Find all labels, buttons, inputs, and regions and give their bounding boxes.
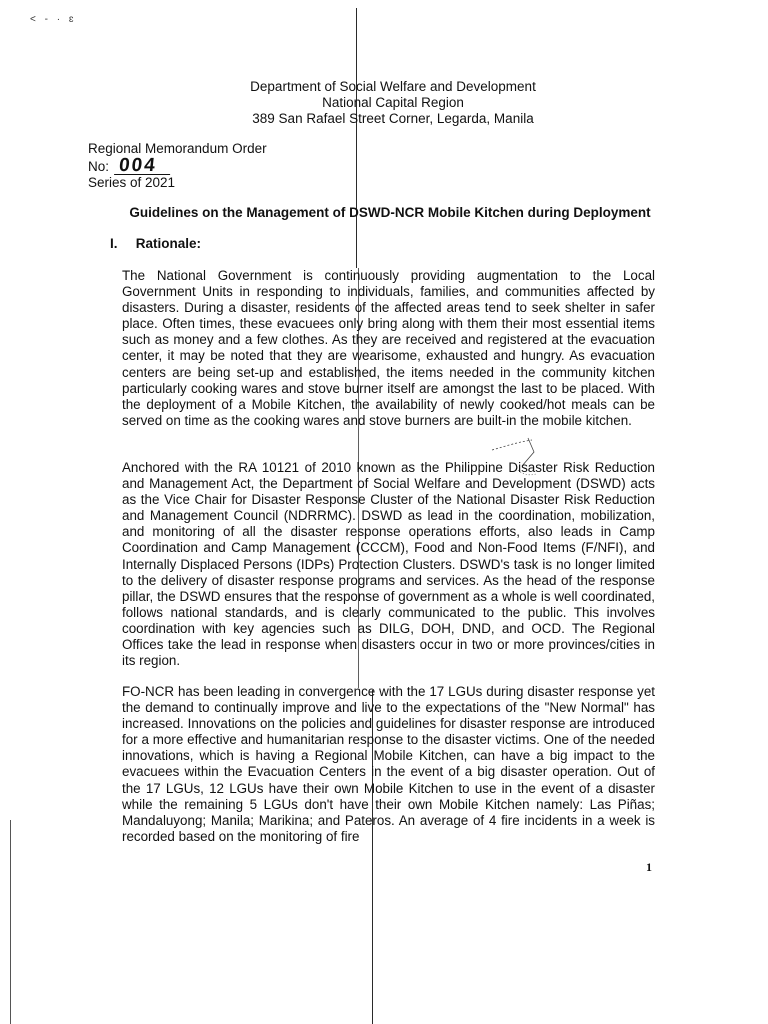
scan-artifact-line [10, 820, 11, 1024]
body-paragraph: Anchored with the RA 10121 of 2010 known as the Philippine Disaster Risk Reduction and Management Act, the Department of Social Welfare and Development (DSWD) acts as the Vice Chair for Disaster Response Cluster of the National Disaster Risk Reduction and Management Council (NDRRMC). DSWD as lead in the coordination, mobilization, and monitoring of all the disaster response operations efforts, also leads in Camp Coordination and Camp Management (CCCM), Food and Non-Food Items (F/NFI), and Internally Displaced Persons (IDPs) Protection Clusters. DSWD's task is no longer limited to the delivery of disaster response programs and services. As the head of the response pillar, the DSWD ensures that the response of government as a whole is well coordinated, follows national standards, and is clearly communicated to the public. This involves coordination with key agencies such as DILG, DOH, DND, and OCD. The Regional Offices take the lead in response when disasters occur in two or more provinces/cities in its region. [122, 460, 655, 669]
body-paragraph: The National Government is continuously providing augmentation to the Local Government Units in responding to individuals, families, and communities affected by disasters. During a disaster, residents of the affected areas tend to seek shelter in safer place. Often times, these evacuees only bring along with them their most essential items such as money and a few clothes. As they are received and registered at the evacuation center, it may be noted that they are wearisome, exhausted and hungry. As evacuation centers are being set-up and established, the items needed in the community kitchen particularly cooking wares and stove burner itself are amongst the last to be placed. With the deployment of a Mobile Kitchen, the availability of newly cooked/hot meals can be served on time as the cooking wares and stove burners are built-in the mobile kitchen. [122, 268, 655, 428]
memo-number-value: 004 [114, 157, 172, 175]
section-title: Rationale: [135, 236, 202, 251]
region-name: National Capital Region [322, 95, 464, 110]
section-heading [110, 236, 201, 251]
page-number: 1 [646, 860, 652, 874]
scan-artifact-line [356, 8, 357, 268]
letterhead [0, 79, 768, 127]
section-number: I. [110, 236, 118, 251]
memo-series: Series of 2021 [88, 174, 176, 190]
memo-block [88, 141, 267, 190]
scan-mark: < - · ɛ [30, 14, 77, 25]
office-address: 389 San Rafael Street Corner, Legarda, Manila [252, 111, 534, 126]
memo-label: Regional Memorandum Order [88, 141, 267, 156]
memo-number-row [88, 154, 267, 176]
department-name: Department of Social Welfare and Development [250, 79, 536, 94]
body-paragraph: FO-NCR has been leading in convergence with the 17 LGUs during disaster response yet the demand to continually improve and live to the expectations of the "New Normal" has increased. Innovations on the policies and guidelines for disaster response are introduced for a more effective and humanitarian response to the disaster victims. One of the needed innovations, which is having a Regional Mobile Kitchen, can have a big impact to the evacuees within the Evacuation Centers in the event of a big disaster operation. Out of the 17 LGUs, 12 LGUs have their own Mobile Kitchen to use in the event of a disaster while the remaining 5 LGUs don't have their own Mobile Kitchen namely: Las Piñas; Mandaluyong; Manila; Marikina; and Pateros. An average of 4 fire incidents in a week is recorded based on the monitoring of fire [122, 684, 655, 844]
memo-number-label: No: [88, 159, 110, 174]
document-title: Guidelines on the Management of DSWD-NCR Mobile Kitchen during Deployment [129, 205, 651, 220]
